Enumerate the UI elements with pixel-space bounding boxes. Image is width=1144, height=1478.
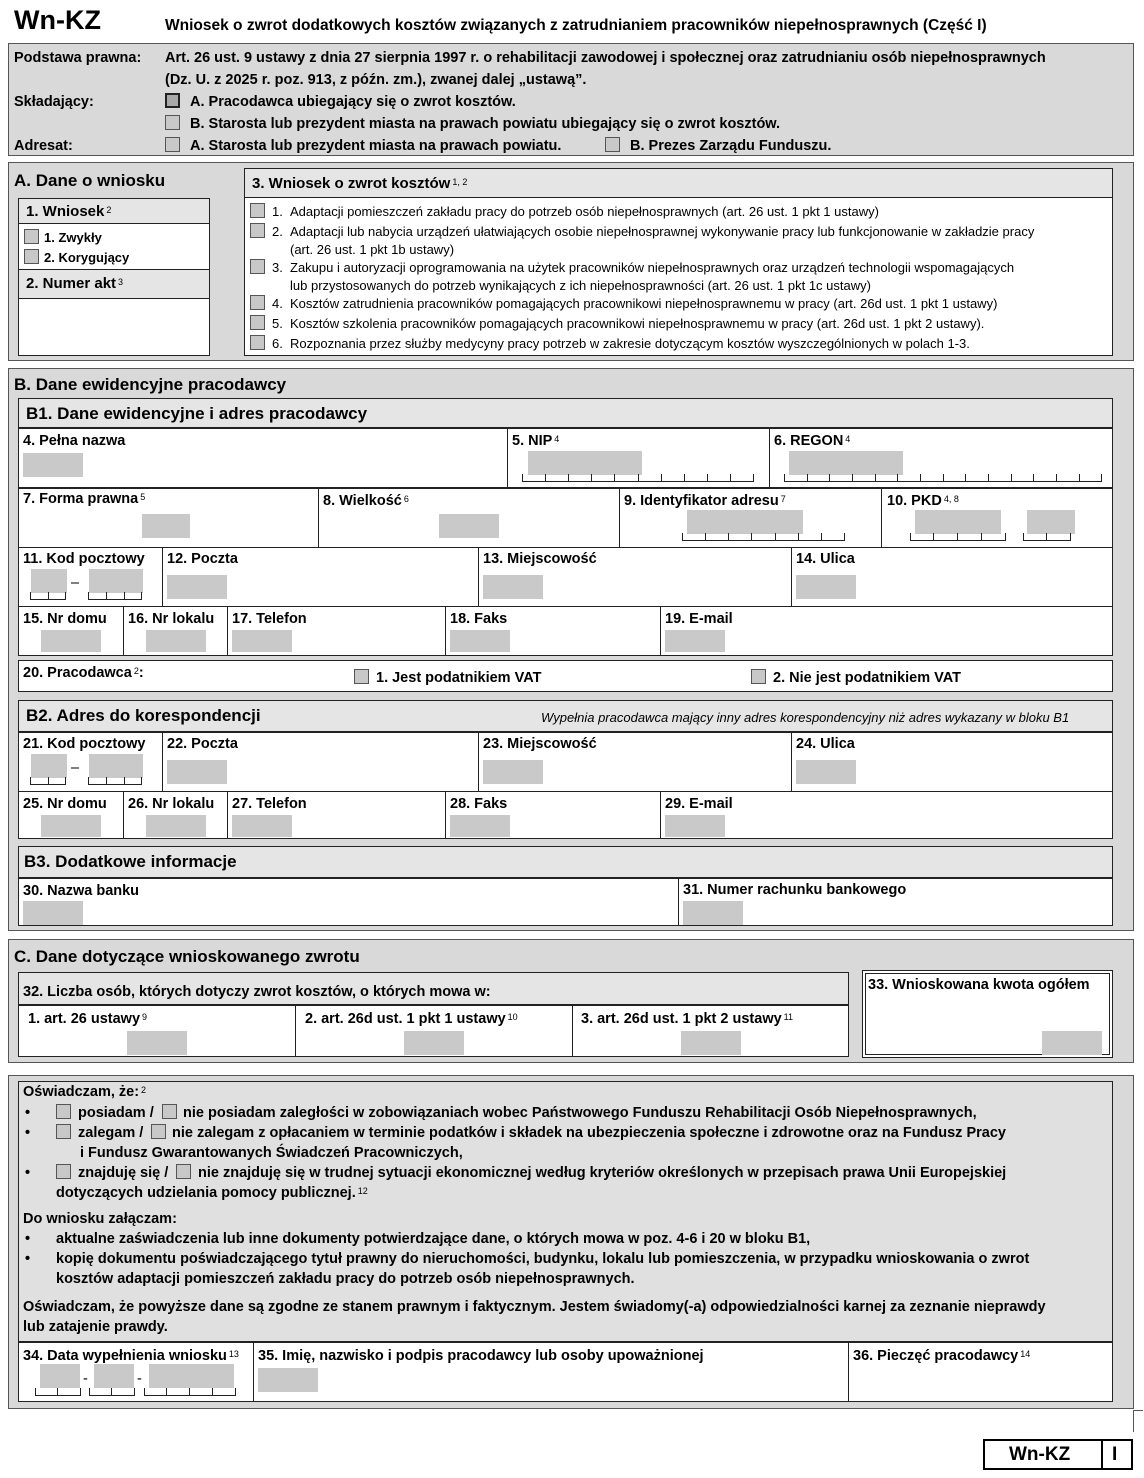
date-sep-2: - [137, 1371, 142, 1387]
cost-3-checkbox[interactable] [250, 259, 265, 274]
not-in-default-checkbox[interactable] [151, 1124, 166, 1139]
cost-3-text-line2: lub przystosowanych do potrzeb wynikających z ich niepełnosprawności (art. 26 ust. 1 pkt 1c ustawy) [290, 278, 871, 293]
corr-postal-code-comb-2 [88, 777, 142, 785]
not-in-difficulty-label-line2: dotyczących udzielania pomocy publicznej. $^{12}$ [56, 1185, 368, 1201]
bank-name-label: 30. Nazwa banku [23, 883, 140, 899]
phone-input[interactable] [232, 630, 292, 652]
section-a-title: A. Dane o wniosku [14, 171, 166, 190]
legal-form-input[interactable] [142, 514, 190, 538]
form-code: Wn-KZ [14, 5, 101, 35]
corr-phone-label: 27. Telefon [232, 796, 307, 812]
b1-title: B1. Dane ewidencyjne i adres pracodawcy [26, 404, 368, 423]
cost-1-num: 1. [272, 204, 283, 219]
nip-input[interactable] [528, 451, 642, 475]
bullet-4: • [25, 1231, 31, 1247]
email-label: 19. E-mail [665, 611, 733, 627]
b3-row1 [18, 878, 1113, 926]
cost-2-num: 2. [272, 224, 283, 239]
declaration-intro: Oświadczam, że: $^2$ [23, 1084, 147, 1100]
cost-5-text: Kosztów szkolenia pracowników pomagających pracownikowi niepełnosprawnemu w pracy (art. 26d ust. 1 pkt 2 ustawy). [290, 316, 985, 331]
submitter-a-label: A. Pracodawca ubiegający się o zwrot kosztów. [190, 94, 516, 110]
corr-apartment-number-input[interactable] [146, 815, 206, 837]
addressee-b-label: B. Prezes Zarządu Funduszu. [630, 138, 832, 154]
submitter-b-checkbox[interactable] [165, 115, 180, 130]
date-sep-1: - [83, 1371, 88, 1387]
corr-fax-label: 28. Faks [450, 796, 508, 812]
non-vat-payer-checkbox[interactable] [751, 669, 766, 684]
legal-basis-label: Podstawa prawna: [14, 50, 142, 66]
total-amount-label: 33. Wnioskowana kwota ogółem [868, 977, 1090, 993]
corr-fax-input[interactable] [450, 815, 510, 837]
cost-4-checkbox[interactable] [250, 295, 265, 310]
final-statement: Oświadczam, że powyższe dane są zgodne ze stanem prawnym i faktycznym. Jestem świadomy(-a) odpowiedzialności karnej za zeznanie nieprawdy [23, 1299, 1046, 1315]
b3-title: B3. Dodatkowe informacje [24, 852, 237, 871]
city-label: 13. Miejscowość [483, 551, 597, 567]
not-in-difficulty-label: nie znajduję się w trudnej sytuacji ekonomicznej według kryteriów określonych w przepisach prawa Unii Europejskiej [198, 1165, 1007, 1181]
field-32-label: 32. Liczba osób, których dotyczy zwrot kosztów, o których mowa w: [23, 984, 491, 1000]
art26d-1-count-input[interactable] [404, 1031, 464, 1055]
email-input[interactable] [665, 630, 725, 652]
cost-5-checkbox[interactable] [250, 315, 265, 330]
regon-comb [784, 474, 1102, 482]
street-label: 14. Ulica [796, 551, 855, 567]
full-name-label: 4. Pełna nazwa [23, 433, 126, 449]
not-in-default-label-line2: i Fundusz Gwarantowanych Świadczeń Pracowniczych, [80, 1145, 463, 1161]
corr-phone-input[interactable] [232, 815, 292, 837]
bank-account-label: 31. Numer rachunku bankowego [683, 882, 907, 898]
no-arrears-label: nie posiadam zaległości w zobowiązaniach wobec Państwowego Funduszu Rehabilitacji Osób Niepełnosprawnych, [183, 1105, 977, 1121]
post-office-input[interactable] [167, 575, 227, 599]
art26d-2-count-input[interactable] [681, 1031, 741, 1055]
corner-mark [1133, 1410, 1143, 1432]
cost-6-checkbox[interactable] [250, 335, 265, 350]
legal-basis-line1: Art. 26 ust. 9 ustawy z dnia 27 sierpnia 1997 r. o rehabilitacji zawodowej i społecznej oraz zatrudnianiu osób niepełnosprawnych [165, 50, 1046, 66]
field-3-label: 3. Wniosek o zwrot kosztów $^{1, 2}$ [252, 175, 468, 192]
fax-label: 18. Faks [450, 611, 508, 627]
corr-postal-code-input-1[interactable] [31, 754, 67, 778]
cost-4-num: 4. [272, 296, 283, 311]
corr-house-number-label: 25. Nr domu [23, 796, 107, 812]
postal-code-input-2[interactable] [89, 569, 143, 593]
b2-note: Wypełnia pracodawca mający inny adres korespondencyjny niż adres wykazany w bloku B1 [541, 710, 1070, 725]
field-1-label: 1. Wniosek $^2$ [26, 203, 112, 220]
vat-payer-checkbox[interactable] [354, 669, 369, 684]
fill-date-label: 34. Data wypełnienia wniosku $^{13}$ [23, 1348, 239, 1364]
pkd-label: 10. PKD $^{4, 8}$ [887, 493, 959, 509]
cost-4-text: Kosztów zatrudnienia pracowników pomagających pracownikowi niepełnosprawnemu w pracy (art. 26d ust. 1 pkt 1 ustawy) [290, 296, 998, 311]
corr-postal-code-dash: – [71, 760, 80, 776]
corr-house-number-input[interactable] [41, 815, 101, 837]
cost-6-num: 6. [272, 336, 283, 351]
cost-3-num: 3. [272, 260, 283, 275]
postal-code-dash: – [71, 575, 80, 591]
attachment-2: kopię dokumentu poświadczającego tytuł prawny do nieruchomości, budynku, lokalu lub pomieszczenia, w przypadku wnioskowania o zwrot [56, 1251, 1030, 1267]
fill-date-year-input[interactable] [149, 1364, 234, 1388]
house-number-input[interactable] [41, 630, 101, 652]
bank-name-input[interactable] [23, 901, 83, 925]
request-correcting-label: 2. Korygujący [44, 250, 130, 265]
submitter-b-label: B. Starosta lub prezydent miasta na prawach powiatu ubiegający się o zwrot kosztów. [190, 116, 781, 132]
address-id-label: 9. Identyfikator adresu $^7$ [624, 493, 786, 509]
corr-apartment-number-label: 26. Nr lokalu [128, 796, 215, 812]
bullet-1: • [25, 1105, 31, 1121]
footer-code: Wn-KZ [1009, 1444, 1071, 1465]
art26-label: 1. art. 26 ustawy $^9$ [28, 1011, 148, 1027]
fax-input[interactable] [450, 630, 510, 652]
in-difficulty-label: znajduję się / [78, 1165, 169, 1181]
attachment-2-line2: kosztów adaptacji pomieszczeń zakładu pracy do potrzeb osób niepełnosprawnych. [56, 1271, 635, 1287]
corr-city-label: 23. Miejscowość [483, 736, 597, 752]
submitter-label: Składający: [14, 94, 94, 110]
pkd-comb-2 [1023, 533, 1071, 541]
art26d-2-label: 3. art. 26d ust. 1 pkt 2 ustawy $^{11}$ [581, 1011, 794, 1027]
bullet-5: • [25, 1251, 31, 1267]
in-default-label: zalegam / [78, 1125, 144, 1141]
corr-postal-code-comb-1 [30, 777, 66, 785]
attachments-intro: Do wniosku załączam: [23, 1211, 177, 1227]
art26-count-input[interactable] [127, 1031, 187, 1055]
postal-code-comb-1 [30, 592, 66, 600]
section-b-title: B. Dane ewidencyjne pracodawcy [14, 375, 287, 394]
addressee-a-label: A. Starosta lub prezydent miasta na prawach powiatu. [190, 138, 562, 154]
corr-email-input[interactable] [665, 815, 725, 837]
pkd-comb-1 [910, 533, 1006, 541]
address-id-input[interactable] [687, 510, 803, 534]
regon-label: 6. REGON $^4$ [774, 433, 851, 449]
in-difficulty-checkbox[interactable] [56, 1164, 71, 1179]
corr-post-office-input[interactable] [167, 760, 227, 784]
regon-input[interactable] [789, 451, 903, 475]
has-arrears-label: posiadam / [78, 1105, 154, 1121]
art26d-1-label: 2. art. 26d ust. 1 pkt 1 ustawy $^{10}$ [305, 1011, 518, 1027]
submitter-a-checkbox[interactable] [165, 93, 180, 108]
fill-date-day-input[interactable] [40, 1364, 80, 1388]
attachment-1: aktualne zaświadczenia lub inne dokumenty potwierdzające dane, o których mowa w poz. 4-6 i 20 w bloku B1, [56, 1231, 811, 1247]
corr-street-label: 24. Ulica [796, 736, 855, 752]
size-label: 8. Wielkość $^6$ [323, 493, 409, 509]
stamp-label: 36. Pieczęć pracodawcy $^{14}$ [853, 1348, 1031, 1364]
bullet-2: • [25, 1125, 31, 1141]
street-input[interactable] [796, 575, 856, 599]
signature-input[interactable] [258, 1368, 318, 1392]
cost-1-text: Adaptacji pomieszczeń zakładu pracy do potrzeb osób niepełnosprawnych (art. 26 ust. 1 pkt 1 ustawy) [290, 204, 879, 219]
corr-postal-code-input-2[interactable] [89, 754, 143, 778]
no-arrears-checkbox[interactable] [162, 1104, 177, 1119]
postal-code-label: 11. Kod pocztowy [23, 551, 145, 567]
city-input[interactable] [483, 575, 543, 599]
corr-postal-code-label: 21. Kod pocztowy [23, 736, 146, 752]
addressee-b-checkbox[interactable] [605, 137, 620, 152]
corr-city-input[interactable] [483, 760, 543, 784]
total-amount-input[interactable] [1042, 1031, 1102, 1055]
cost-2-checkbox[interactable] [250, 223, 265, 238]
addressee-a-checkbox[interactable] [165, 137, 180, 152]
b2-title: B2. Adres do korespondencji [26, 706, 261, 725]
addressee-label: Adresat: [14, 138, 73, 154]
not-in-difficulty-checkbox[interactable] [176, 1164, 191, 1179]
nip-comb [522, 474, 754, 482]
not-in-default-label: nie zalegam z opłacaniem w terminie podatków i składek na ubezpieczenia społeczne i zdrowotne oraz na Fundusz Pracy [172, 1125, 1006, 1141]
apartment-number-label: 16. Nr lokalu [128, 611, 215, 627]
footer-part: I [1112, 1444, 1118, 1465]
legal-basis-line2: (Dz. U. z 2025 r. poz. 913, z późn. zm.), zwanej dalej „ustawą”. [165, 72, 587, 88]
legal-form-label: 7. Forma prawna $^5$ [23, 491, 146, 507]
signature-label: 35. Imię, nazwisko i podpis pracodawcy lub osoby upoważnionej [258, 1348, 704, 1364]
non-vat-payer-label: 2. Nie jest podatnikiem VAT [773, 670, 962, 686]
employer-vat-label: 20. Pracodawca $^2$: [23, 665, 144, 681]
pkd-input-1[interactable] [915, 510, 1001, 534]
cost-1-checkbox[interactable] [250, 203, 265, 218]
bullet-3: • [25, 1165, 31, 1181]
postal-code-comb-2 [88, 592, 142, 600]
corr-post-office-label: 22. Poczta [167, 736, 238, 752]
full-name-input[interactable] [23, 453, 83, 477]
request-normal-label: 1. Zwykły [44, 230, 102, 245]
request-normal-checkbox[interactable] [24, 229, 39, 244]
has-arrears-checkbox[interactable] [56, 1104, 71, 1119]
fill-date-year-comb [144, 1388, 236, 1396]
postal-code-input-1[interactable] [31, 569, 67, 593]
request-correcting-checkbox[interactable] [24, 249, 39, 264]
in-default-checkbox[interactable] [56, 1124, 71, 1139]
post-office-label: 12. Poczta [167, 551, 238, 567]
cost-2-text: Adaptacji lub nabycia urządzeń ułatwiających osobie niepełnosprawnej wykonywanie pracy lub funkcjonowanie w zakładzie pracy [290, 224, 1035, 239]
house-number-label: 15. Nr domu [23, 611, 107, 627]
cost-6-text: Rozpoznania przez służby medycyny pracy potrzeb w zakresie dotyczącym kosztów wyszczególnionych w polach 1-3. [290, 336, 970, 351]
fill-date-month-comb [89, 1388, 135, 1396]
cost-5-num: 5. [272, 316, 283, 331]
final-statement-line2: lub zatajenie prawdy. [23, 1319, 168, 1335]
size-input[interactable] [439, 514, 499, 538]
bank-account-input[interactable] [683, 901, 743, 925]
apartment-number-input[interactable] [146, 630, 206, 652]
field-2-label: 2. Numer akt $^3$ [26, 275, 124, 292]
cost-2-text-line2: (art. 26 ust. 1 pkt 1b ustawy) [290, 242, 455, 257]
address-id-comb [682, 533, 845, 541]
vat-payer-label: 1. Jest podatnikiem VAT [376, 670, 542, 686]
nip-label: 5. NIP $^4$ [512, 433, 560, 449]
cost-3-text: Zakupu i autoryzacji oprogramowania na użytek pracowników niepełnosprawnych oraz urządzeń technologii wspomagających [290, 260, 1015, 275]
fill-date-day-comb [35, 1388, 81, 1396]
form-title: Wniosek o zwrot dodatkowych kosztów związanych z zatrudnianiem pracowników niepełnosprawnych (Część I) [165, 17, 987, 34]
corr-street-input[interactable] [796, 760, 856, 784]
fill-date-month-input[interactable] [94, 1364, 134, 1388]
pkd-input-2[interactable] [1027, 510, 1075, 534]
corr-email-label: 29. E-mail [665, 796, 733, 812]
phone-label: 17. Telefon [232, 611, 307, 627]
section-c-title: C. Dane dotyczące wnioskowanego zwrotu [14, 947, 360, 966]
